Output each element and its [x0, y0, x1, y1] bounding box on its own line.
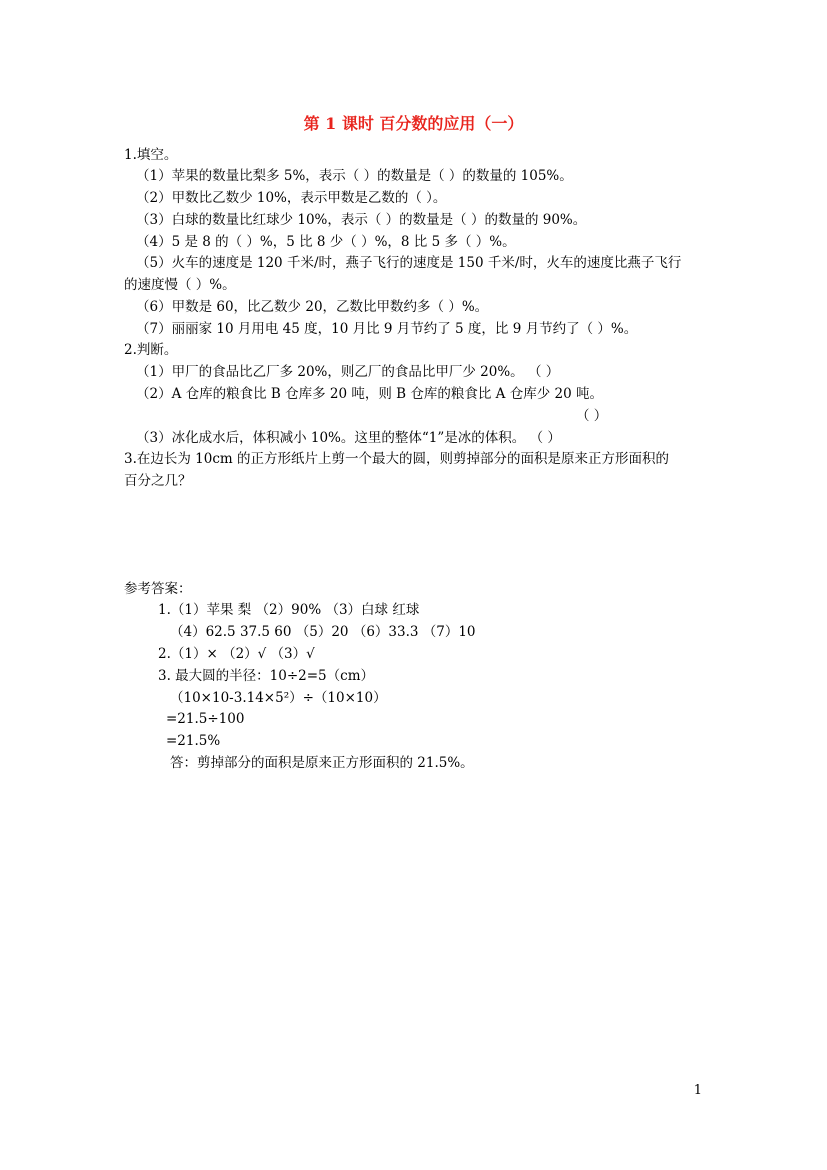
q1-heading: 1.填空。 — [124, 147, 178, 163]
q1-item-5-cont: 的速度慢（ ）%。 — [124, 277, 236, 293]
answer-line-5: （10×10-3.14×5²）÷（10×10） — [170, 690, 387, 706]
answers-heading: 参考答案： — [124, 581, 192, 597]
q1-item-6: （6）甲数是 60，比乙数少 20，乙数比甲数约多（ ）%。 — [136, 299, 489, 315]
q2-heading: 2.判断。 — [124, 342, 178, 358]
answer-line-4: 3. 最大圆的半径：10÷2=5（cm） — [158, 668, 375, 684]
page-title: 第 1 课时 百分数的应用（一） — [303, 114, 524, 133]
q1-item-1: （1）苹果的数量比梨多 5%，表示（ ）的数量是（ ）的数量的 105%。 — [136, 168, 573, 184]
q1-item-3: （3）白球的数量比红球少 10%，表示（ ）的数量是（ ）的数量的 90%。 — [136, 212, 587, 228]
page-number: 1 — [693, 1083, 702, 1098]
q2-item-3: （3）冰化成水后，体积减小 10%。这里的整体“1”是冰的体积。 （ ） — [136, 430, 561, 446]
answer-line-1: 1.（1）苹果 梨 （2）90% （3）白球 红球 — [158, 602, 420, 618]
answer-line-8: 答：剪掉部分的面积是原来正方形面积的 21.5%。 — [170, 755, 474, 771]
q2-item-2-bracket: （ ） — [576, 408, 608, 424]
q3-line-1: 3.在边长为 10cm 的正方形纸片上剪一个最大的圆，则剪掉部分的面积是原来正方形面积的 — [124, 451, 670, 467]
q2-item-1: （1）甲厂的食品比乙厂多 20%，则乙厂的食品比甲厂少 20%。 （ ） — [136, 364, 560, 380]
answer-line-7: =21.5% — [166, 733, 221, 749]
answer-line-3: 2.（1）× （2）√ （3）√ — [158, 646, 315, 662]
q3-line-2: 百分之几？ — [124, 473, 192, 489]
q1-item-4: （4）5 是 8 的（ ）%，5 比 8 少（ ）%，8 比 5 多（ ）%。 — [136, 234, 516, 250]
q1-item-5: （5）火车的速度是 120 千米/时，燕子飞行的速度是 150 千米/时，火车的速度比燕子飞行 — [136, 255, 682, 271]
answer-line-6: =21.5÷100 — [166, 711, 245, 727]
q1-item-7: （7）丽丽家 10 月用电 45 度，10 月比 9 月节约了 5 度，比 9 月节约了（ ）%。 — [136, 321, 638, 337]
q1-item-2: （2）甲数比乙数少 10%，表示甲数是乙数的（ ）。 — [136, 190, 447, 206]
answer-line-2: （4）62.5 37.5 60 （5）20 （6）33.3 （7）10 — [170, 624, 476, 640]
q2-item-2: （2）A 仓库的粮食比 B 仓库多 20 吨，则 B 仓库的粮食比 A 仓库少 20 吨。 — [136, 386, 603, 402]
